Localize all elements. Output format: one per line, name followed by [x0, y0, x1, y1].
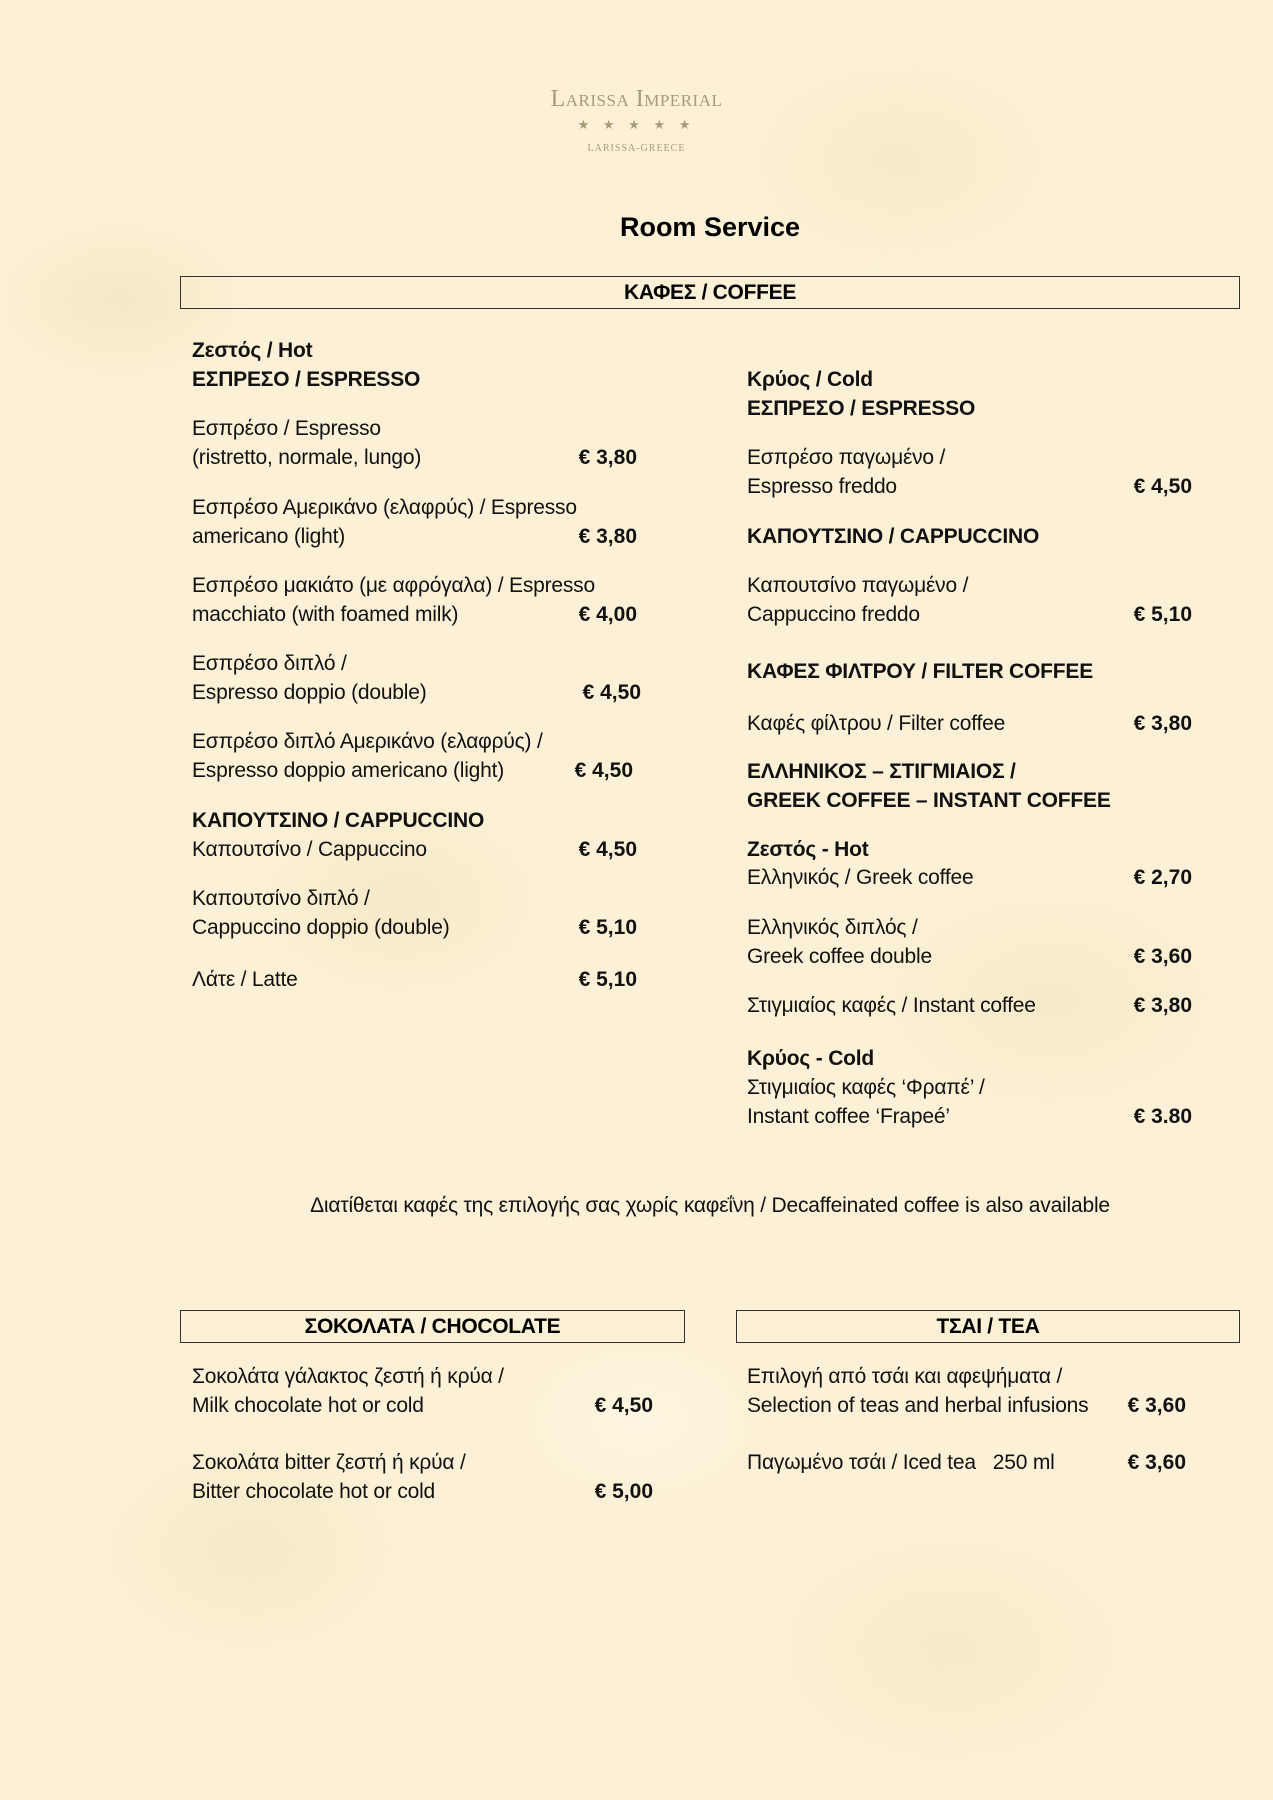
item-price: € 3,80 [578, 446, 637, 469]
item-price: € 3,60 [1127, 1451, 1186, 1474]
greek-instant-heading-line2: GREEK COFFEE – INSTANT COFFEE [747, 789, 1111, 812]
cappuccino-heading: ΚΑΠΟΥΤΣΙΝΟ / CAPPUCCINO [192, 809, 485, 832]
item-name-english: Espresso doppio (double) [192, 681, 427, 704]
item-price: € 3,80 [1133, 994, 1192, 1017]
item-name-english: americano (light) [192, 525, 345, 548]
item-name-greek: Σοκολάτα γάλακτος ζεστή ή κρύα / [192, 1365, 504, 1388]
item-price: € 3.80 [1133, 1105, 1192, 1128]
item-name-english: Espresso doppio americano (light) [192, 759, 505, 782]
item-name-greek: Ελληνικός διπλός / [747, 916, 918, 939]
item-price: € 4,50 [578, 838, 637, 861]
hot-label-2: Ζεστός - Hot [747, 838, 869, 861]
item-name-english: (ristretto, normale, lungo) [192, 446, 422, 469]
item-name-english: Selection of teas and herbal infusions [747, 1394, 1089, 1417]
item-name-greek: Εσπρέσο μακιάτο (με αφρόγαλα) / Espresso [192, 574, 595, 597]
filter-coffee-heading: ΚΑΦΕΣ ΦΙΛΤΡΟΥ / FILTER COFFEE [747, 660, 1094, 683]
greek-instant-heading-line1: ΕΛΛΗΝΙΚΟΣ – ΣΤΙΓΜΙΑΙΟΣ / [747, 760, 1016, 783]
hot-label: Ζεστός / Hot [192, 339, 313, 362]
item-name-english: macchiato (with foamed milk) [192, 603, 459, 626]
item-price: € 5,00 [594, 1480, 653, 1503]
item-name-greek: Εσπρέσο Αμερικάνο (ελαφρύς) / Espresso [192, 496, 577, 519]
item-name: Καπουτσίνο / Cappuccino [192, 838, 427, 861]
tea-section-header: ΤΣΑΙ / TEA [736, 1310, 1240, 1343]
item-name-greek: Σοκολάτα bitter ζεστή ή κρύα / [192, 1451, 466, 1474]
cold-label: Κρύος / Cold [747, 368, 873, 391]
item-price: € 5,10 [1133, 603, 1192, 626]
item-name-english: Bitter chocolate hot or cold [192, 1480, 436, 1503]
item-name-english: Cappuccino freddo [747, 603, 920, 626]
item-name-english: Cappuccino doppio (double) [192, 916, 450, 939]
hotel-logo-name: Larissa Imperial [550, 86, 723, 112]
hotel-location: LARISSA-GREECE [587, 143, 686, 154]
espresso-heading: ΕΣΠΡΕΣΟ / ESPRESSO [192, 368, 421, 391]
page-title: Room Service [619, 212, 801, 242]
star-rating-icon: ★ ★ ★ ★ ★ [577, 117, 696, 132]
item-name-english: Milk chocolate hot or cold [192, 1394, 424, 1417]
decaf-note: Διατίθεται καφές της επιλογής σας χωρίς καφεΐνη / Decaffeinated coffee is also available [310, 1194, 1110, 1217]
item-name: Στιγμιαίος καφές / Instant coffee [747, 994, 1036, 1017]
item-name-greek: Εσπρέσο παγωμένο / [747, 446, 946, 469]
item-name: Ελληνικός / Greek coffee [747, 866, 974, 889]
item-name-greek: Εσπρέσο διπλό / [192, 652, 347, 675]
item-price: € 4,50 [1133, 475, 1192, 498]
item-price: € 3,80 [578, 525, 637, 548]
item-name-greek: Καπουτσίνο διπλό / [192, 887, 370, 910]
item-price: € 4,50 [574, 759, 633, 782]
item-name: Καφές φίλτρου / Filter coffee [747, 712, 1006, 735]
item-name-english: Instant coffee ‘Frapeé’ [747, 1105, 950, 1128]
item-name-english: Greek coffee double [747, 945, 932, 968]
item-price: € 4,50 [594, 1394, 653, 1417]
item-price: € 2,70 [1133, 866, 1192, 889]
cold-espresso-heading: ΕΣΠΡΕΣΟ / ESPRESSO [747, 397, 976, 420]
item-price: € 3,60 [1127, 1394, 1186, 1417]
item-name-greek: Εσπρέσο / Espresso [192, 417, 381, 440]
coffee-section-header: ΚΑΦΕΣ / COFFEE [180, 276, 1240, 309]
item-name-greek: Επιλογή από τσάι και αφεψήματα / [747, 1365, 1063, 1388]
item-price: € 3,60 [1133, 945, 1192, 968]
item-price: € 4,50 [582, 681, 641, 704]
item-name-greek: Καπουτσίνο παγωμένο / [747, 574, 969, 597]
item-price: € 4,00 [578, 603, 637, 626]
item-name-greek: Εσπρέσο διπλό Αμερικάνο (ελαφρύς) / [192, 730, 543, 753]
item-name: Παγωμένο τσάι / Iced tea 250 ml [747, 1451, 1055, 1474]
chocolate-section-header: ΣΟΚΟΛΑΤΑ / CHOCOLATE [180, 1310, 685, 1343]
cold-cappuccino-heading: ΚΑΠΟΥΤΣΙΝΟ / CAPPUCCINO [747, 525, 1040, 548]
item-name-english: Espresso freddo [747, 475, 897, 498]
item-name-greek: Στιγμιαίος καφές ‘Φραπέ’ / [747, 1076, 985, 1099]
item-price: € 3,80 [1133, 712, 1192, 735]
item-price: € 5,10 [578, 916, 637, 939]
item-name: Λάτε / Latte [192, 968, 298, 991]
cold-label-2: Κρύος - Cold [747, 1047, 875, 1070]
item-price: € 5,10 [578, 968, 637, 991]
